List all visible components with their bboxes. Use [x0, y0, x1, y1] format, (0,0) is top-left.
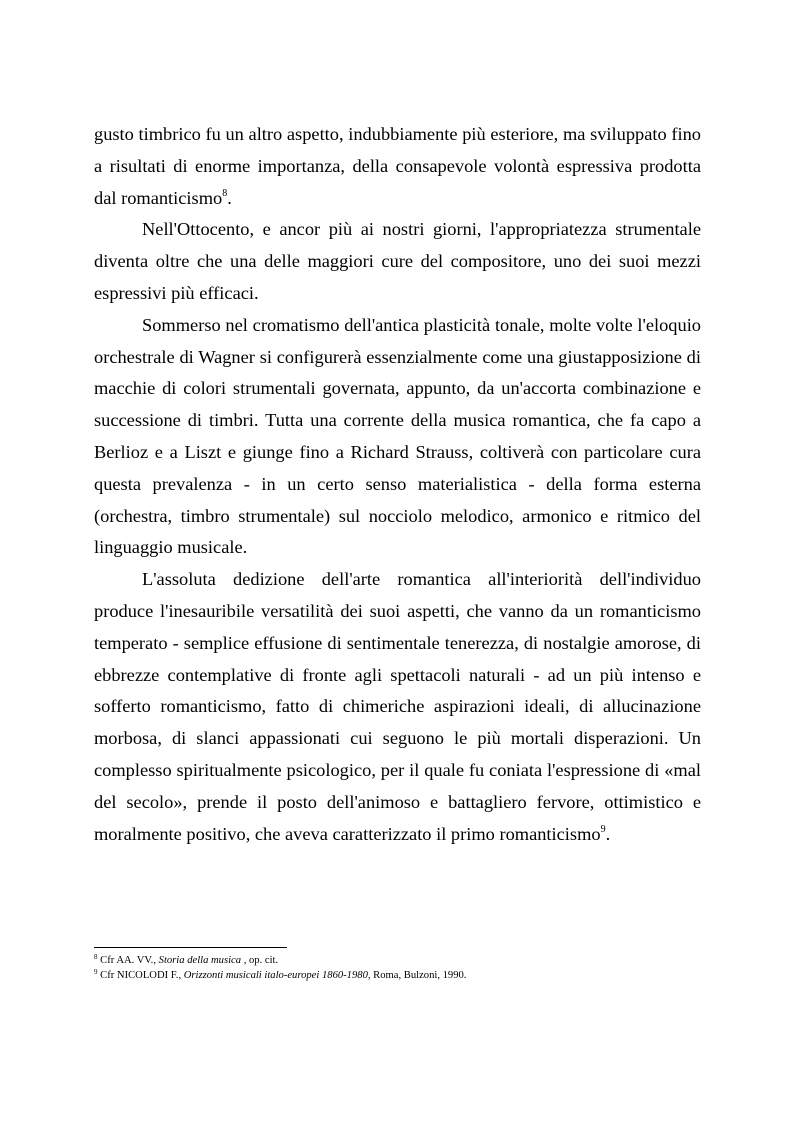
footnote-ref-9: 9 — [600, 823, 606, 835]
footnote-suffix: Roma, Bulzoni, 1990. — [370, 970, 467, 981]
paragraph-3 — [94, 310, 701, 564]
paragraph-end: . — [605, 823, 611, 844]
paragraph-2 — [94, 214, 701, 309]
paragraph-4 — [94, 564, 701, 850]
paragraph-text: Nell'Ottocento, e ancor più ai nostri giorni, l'appropriatezza strumentale diventa oltre che una delle maggiori cure del compositore, uno dei suoi mezzi espressivi più efficaci. — [94, 219, 701, 303]
body-text — [94, 119, 701, 850]
paragraph-text: gusto timbrico fu un altro aspetto, indubbiamente più esteriore, ma sviluppato fino a risultati di enorme importanza, della consapevole volontà espressiva prodotta dal romanticismo — [94, 124, 701, 208]
paragraph-text: Sommerso nel cromatismo dell'antica plasticità tonale, molte volte l'eloquio orchestrale di Wagner si configurerà essenzialmente come una giustapposizione di macchie di colori strumentali governata, appunto, da un'accorta combinazione e successione di timbri. Tutta una corrente della musica romantica, che fa capo a Berlioz e a Liszt e giunge fino a Richard Strauss, coltiverà con particolare cura questa prevalenza - in un certo senso materialistica - della forma esterna (orchestra, timbro strumentale) sul nocciolo melodico, armonico e ritmico del linguaggio musicale. — [94, 314, 701, 558]
paragraph-end: . — [227, 187, 232, 208]
footnote-suffix: , op. cit. — [241, 955, 279, 966]
footnote-prefix: Cfr AA. VV., — [100, 955, 159, 966]
footnote-prefix: Cfr NICOLODI F., — [100, 970, 184, 981]
footnote-title: Storia della musica — [158, 955, 242, 966]
footnote-number: 8 — [94, 953, 98, 961]
footnote-title: Orizzonti musicali italo-europei 1860-1980, — [183, 970, 371, 981]
footnote-ref-8: 8 — [222, 187, 228, 199]
paragraph-1 — [94, 119, 701, 214]
footnote-8 — [94, 953, 701, 968]
footnote-separator — [94, 947, 287, 948]
paragraph-text: L'assoluta dedizione dell'arte romantica all'interiorità dell'individuo produce l'inesauribile versatilità dei suoi aspetti, che vanno da un romanticismo temperato - semplice effusione di sentimentale tenerezza, di nostalgie amorose, di ebbrezze contemplative di fronte agli spettacoli naturali - ad un più intenso e sofferto romanticismo, fatto di chimeriche aspirazioni ideali, di allucinazione morbosa, di slanci appassionati cui seguono le più mortali disperazioni. Un complesso spiritualmente psicologico, per il quale fu coniata l'espressione di «mal del secolo», prende il posto dell'animoso e battagliero fervore, ottimistico e moralmente positivo, che aveva caratterizzato il primo romanticismo — [94, 569, 701, 844]
footnote-9 — [94, 968, 701, 983]
footnotes — [94, 953, 701, 983]
footnote-number: 9 — [94, 968, 98, 976]
